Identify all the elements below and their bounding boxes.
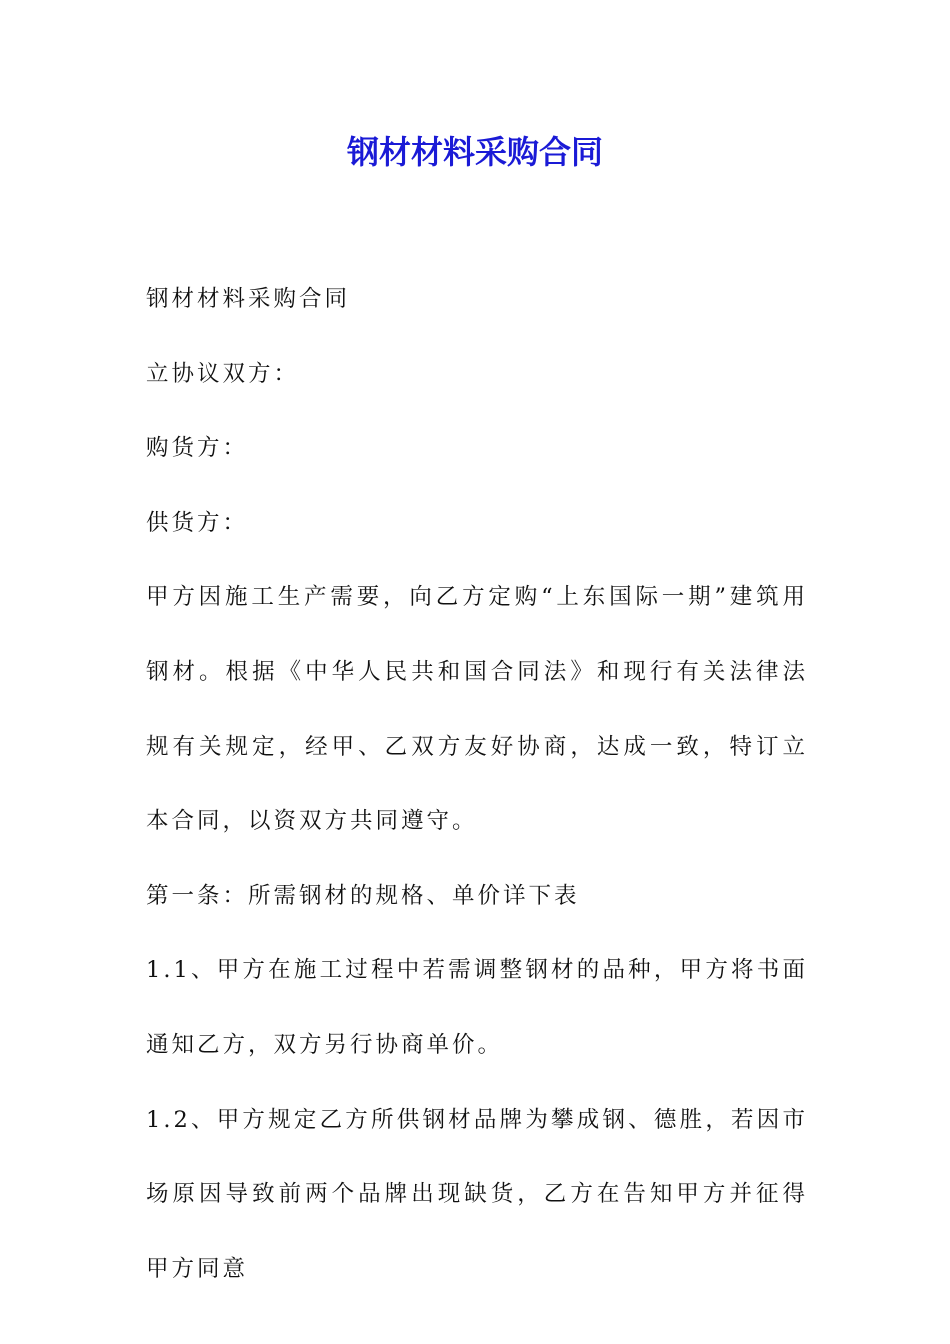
buyer-label: 购货方： (146, 435, 249, 462)
contract-heading: 钢材材料采购合同 (146, 286, 351, 312)
clause-1-2: 1.2、甲方规定乙方所供钢材品牌为攀成钢、德胜，若因市场原因导致前两个品牌出现缺货，乙方在告知甲方并征得甲方同意 (146, 1106, 808, 1282)
preamble-paragraph: 甲方因施工生产需要，向乙方定购“上东国际一期”建筑用钢材。根据《中华人民共和国合同法》和现行有关法律法规有关规定，经甲、乙双方友好协商，达成一致，特订立本合同，以资双方共同遵守。 (146, 584, 808, 835)
supplier-label: 供货方： (146, 509, 249, 536)
parties-label: 立协议双方： (146, 360, 300, 387)
document-body (146, 262, 808, 1306)
article-one-heading: 第一条：所需钢材的规格、单价详下表 (146, 882, 580, 909)
clause-1-1: 1.1、甲方在施工过程中若需调整钢材的品种，甲方将书面通知乙方，双方另行协商单价。 (146, 957, 808, 1058)
document-title: 钢材材料采购合同 (346, 133, 603, 171)
